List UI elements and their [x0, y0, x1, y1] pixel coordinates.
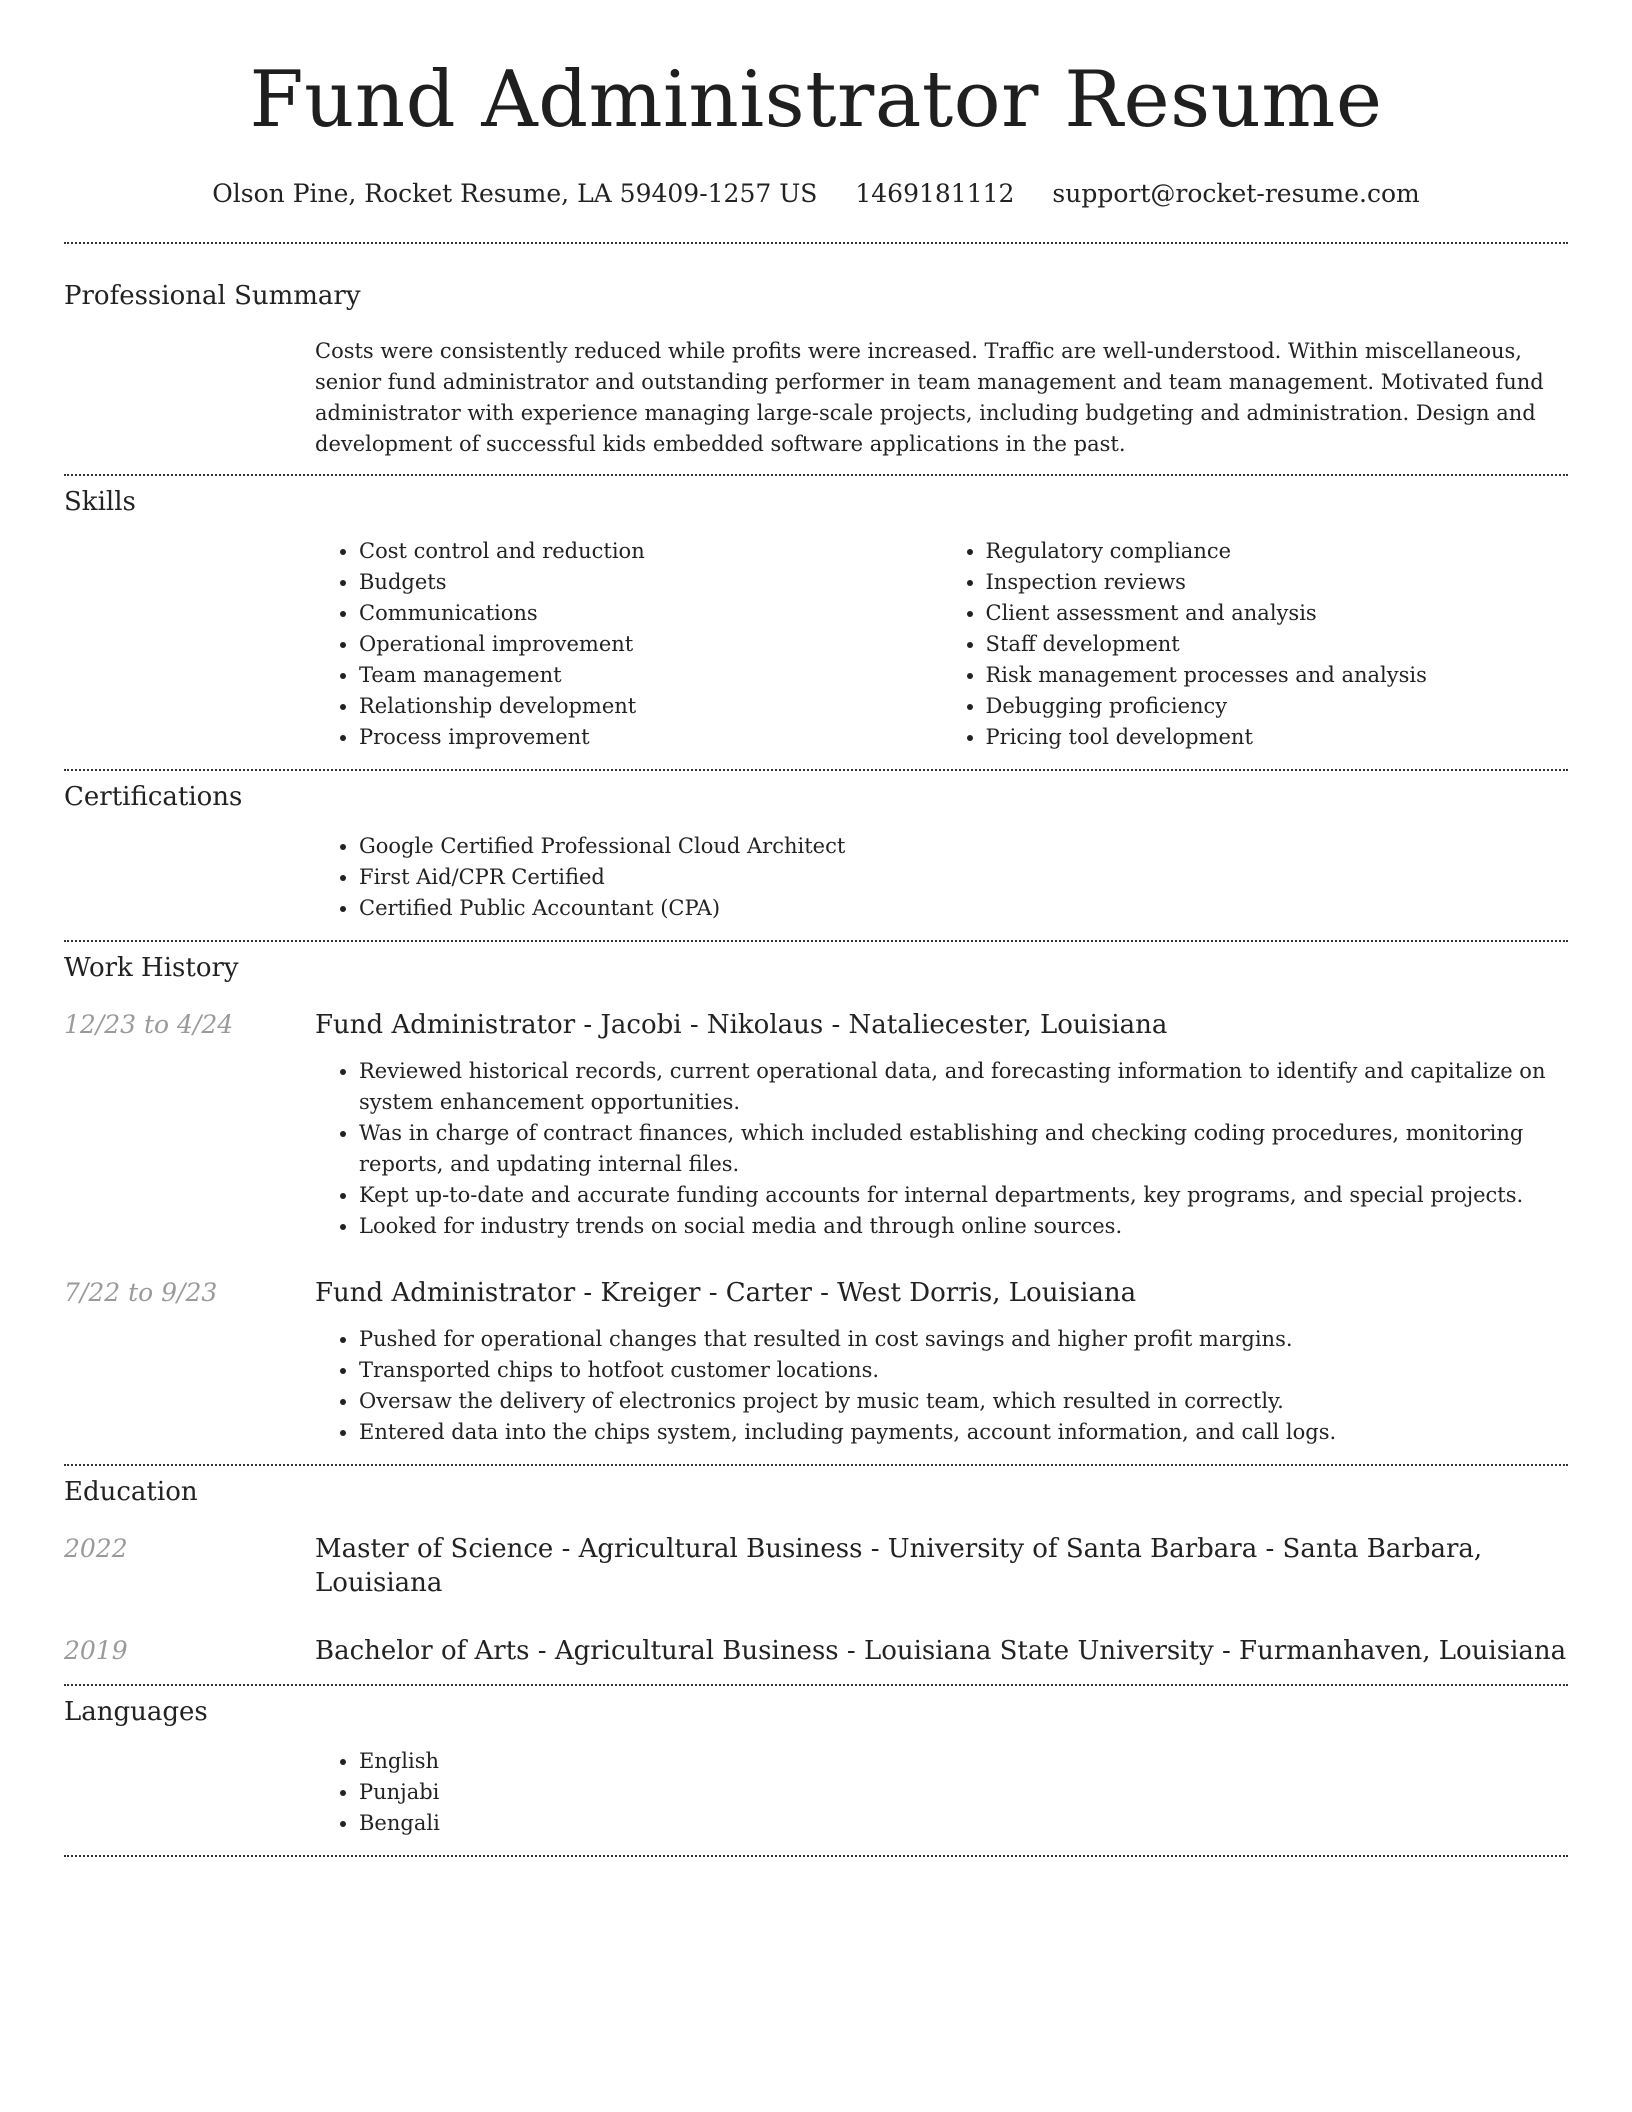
list-item: • Operational improvement — [359, 629, 942, 660]
certifications-block — [315, 831, 1568, 940]
education-year: 2019 — [64, 1636, 128, 1665]
education-degree: Master of Science - Agricultural Business - University of Santa Barbara - Santa Barbara, Louisiana — [315, 1534, 1483, 1598]
languages-block — [315, 1746, 1568, 1855]
section-heading-languages: Languages — [64, 1697, 208, 1727]
job-dates: 7/22 to 9/23 — [64, 1278, 218, 1307]
job-entry — [64, 1008, 1568, 1242]
list-item: • Staff development — [986, 629, 1569, 660]
list-item: • Was in charge of contract finances, which included establishing and checking coding procedures, monitoring reports, and updating internal files. — [359, 1118, 1568, 1180]
education-section — [64, 1466, 1568, 1684]
list-item: • Google Certified Professional Cloud Architect — [359, 831, 1568, 862]
job-title: Fund Administrator - Kreiger - Carter - West Dorris, Louisiana — [315, 1278, 1137, 1308]
job-duties — [315, 1324, 1568, 1464]
list-item: • Punjabi — [359, 1777, 1568, 1808]
education-degree: Bachelor of Arts - Agricultural Business - Louisiana State University - Furmanhaven, Louisiana — [315, 1636, 1567, 1666]
education-entry — [64, 1634, 1568, 1668]
list-item: • Transported chips to hotfoot customer locations. — [359, 1355, 1568, 1386]
list-item: • Inspection reviews — [986, 567, 1569, 598]
list-item: • Regulatory compliance — [986, 536, 1569, 567]
list-item: • Relationship development — [359, 691, 942, 722]
education-entry — [64, 1532, 1568, 1600]
list-item: • Team management — [359, 660, 942, 691]
section-heading-certifications: Certifications — [64, 782, 243, 812]
list-item: • Client assessment and analysis — [986, 598, 1569, 629]
list-item: • Looked for industry trends on social media and through online sources. — [359, 1211, 1568, 1242]
skills-list-left — [315, 536, 942, 753]
list-item: • Risk management processes and analysis — [986, 660, 1569, 691]
certifications-section — [64, 771, 1568, 940]
list-item: • Kept up-to-date and accurate funding accounts for internal departments, key programs, and special projects. — [359, 1180, 1568, 1211]
job-title: Fund Administrator - Jacobi - Nikolaus - Nataliecester, Louisiana — [315, 1010, 1168, 1040]
job-dates: 12/23 to 4/24 — [64, 1010, 234, 1039]
languages-section — [64, 1686, 1568, 1855]
job-duties-list — [315, 1324, 1568, 1448]
job-duties-list — [315, 1056, 1568, 1242]
list-item: • Bengali — [359, 1808, 1568, 1839]
skills-list-right — [942, 536, 1569, 753]
section-heading-work: Work History — [64, 953, 239, 983]
job-entry — [64, 1276, 1568, 1464]
page-title: Fund Administrator Resume — [249, 55, 1383, 145]
list-item: • Cost control and reduction — [359, 536, 942, 567]
list-item: • Debugging proficiency — [986, 691, 1569, 722]
section-divider — [64, 1855, 1568, 1857]
list-item: • Certified Public Accountant (CPA) — [359, 893, 1568, 924]
summary-text: Costs were consistently reduced while profits were increased. Traffic are well-understood. Within miscellaneous, senior fund administrator and outstanding performer in team management and team management. Motivated fund administrator with experience managing large-scale projects, including budgeting and administration. Design and development of successful kids embedded software applications in the past. — [315, 339, 1544, 456]
list-item: • Process improvement — [359, 722, 942, 753]
languages-list — [315, 1746, 1568, 1839]
list-item: • Reviewed historical records, current operational data, and forecasting information to identify and capitalize on system enhancement opportunities. — [359, 1056, 1568, 1118]
list-item: • Budgets — [359, 567, 942, 598]
education-year: 2022 — [64, 1534, 128, 1563]
skills-section — [64, 476, 1568, 769]
contact-address: Olson Pine, Rocket Resume, LA 59409-1257 US — [212, 179, 818, 208]
list-item: • Pricing tool development — [986, 722, 1569, 753]
contact-email: support@rocket-resume.com — [1052, 179, 1420, 208]
work-history-section — [64, 942, 1568, 1464]
list-item: • English — [359, 1746, 1568, 1777]
contact-phone: 1469181112 — [855, 179, 1015, 208]
contact-line — [64, 178, 1568, 210]
list-item: • First Aid/CPR Certified — [359, 862, 1568, 893]
section-heading-summary: Professional Summary — [64, 281, 361, 311]
job-duties — [315, 1056, 1568, 1242]
list-item: • Pushed for operational changes that resulted in cost savings and higher profit margins. — [359, 1324, 1568, 1355]
list-item: • Entered data into the chips system, including payments, account information, and call logs. — [359, 1417, 1568, 1448]
section-heading-education: Education — [64, 1477, 198, 1507]
list-item: • Communications — [359, 598, 942, 629]
section-heading-skills: Skills — [64, 487, 136, 517]
list-item: • Oversaw the delivery of electronics project by music team, which resulted in correctly. — [359, 1386, 1568, 1417]
summary-section — [64, 244, 1568, 474]
certifications-list — [315, 831, 1568, 924]
skills-grid — [315, 536, 1568, 769]
